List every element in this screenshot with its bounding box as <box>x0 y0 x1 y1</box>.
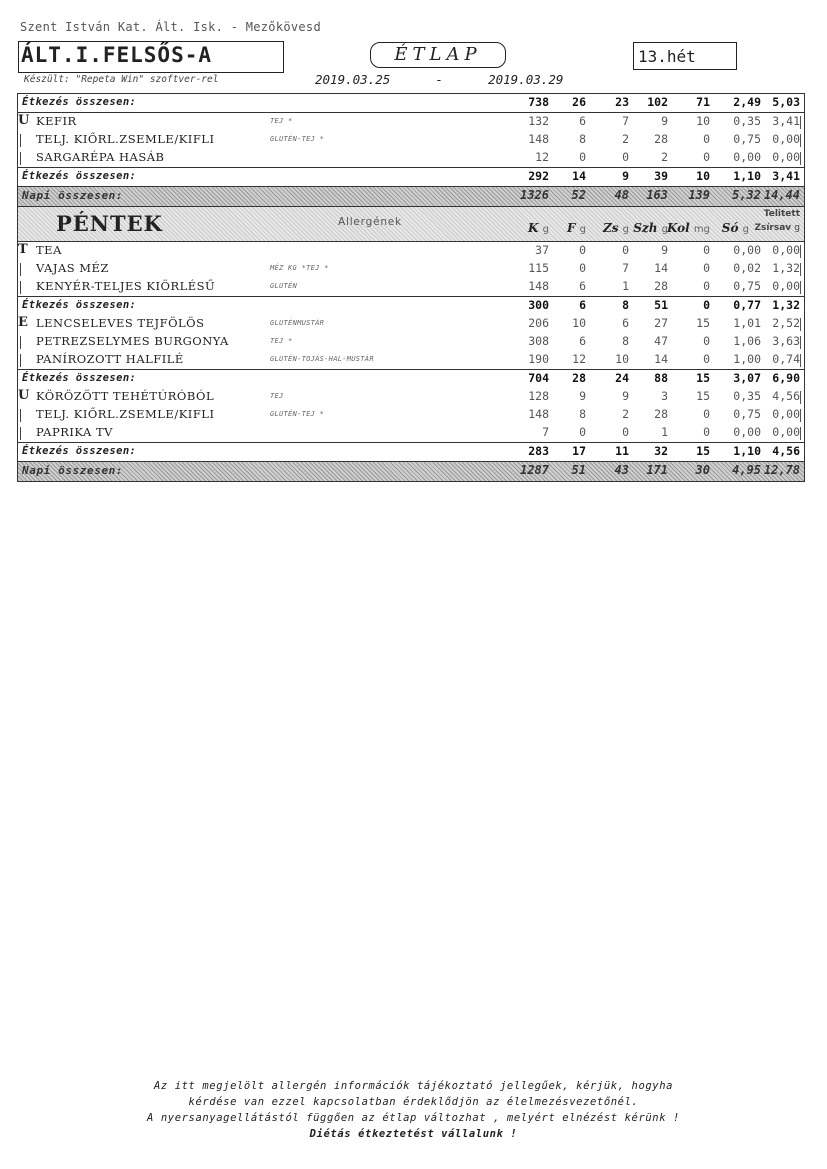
food-row <box>18 406 804 424</box>
food-row <box>18 278 804 296</box>
nutrient-value: 4,56 <box>772 389 800 403</box>
nutrient-value: 5,32 <box>732 188 761 202</box>
nutrient-value: 48 <box>614 188 629 202</box>
food-allergens: GLUTÉN-TEJ * <box>270 410 325 418</box>
nutrient-value: 3,41 <box>772 114 800 128</box>
nutrient-value: 15 <box>696 371 710 385</box>
food-allergens: TEJ <box>270 392 284 400</box>
nutrient-value: 1,32 <box>772 261 800 275</box>
nutrient-value: 0,35 <box>733 389 761 403</box>
row-end-bar <box>800 245 801 258</box>
nutrient-value: 0,00 <box>772 132 800 146</box>
food-row <box>18 131 804 149</box>
telitett-line2 <box>754 223 800 233</box>
nutrient-header-label: Kol <box>667 221 694 235</box>
nutrient-unit: g <box>579 224 586 235</box>
nutrient-value: 0 <box>703 243 710 257</box>
nutrient-value: 3,63 <box>772 334 800 348</box>
nutrient-value: 2 <box>622 407 629 421</box>
meal-total-label: Étkezés összesen: <box>22 170 137 182</box>
nutrient-value: 0 <box>703 261 710 275</box>
nutrient-value: 0 <box>622 243 629 257</box>
meal-total-row <box>18 369 804 388</box>
row-end-bar <box>800 318 801 331</box>
nutrient-value: 7 <box>542 425 549 439</box>
row-tick <box>20 281 21 294</box>
nutrient-value: 0,02 <box>733 261 761 275</box>
row-tick <box>20 409 21 422</box>
nutrient-value: 4,56 <box>772 444 800 458</box>
food-allergens: GLUTÉN-TOJÁS-HAL-MUSTÁR <box>270 355 374 363</box>
nutrient-value: 0 <box>622 425 629 439</box>
nutrient-value: 14 <box>654 352 668 366</box>
food-row <box>18 242 804 260</box>
nutrient-header-zs <box>603 221 629 235</box>
food-name: TELJ. KIŐRL.ZSEMLE/KIFLI <box>36 132 215 146</box>
nutrient-value: 7 <box>622 114 629 128</box>
row-end-bar <box>800 391 801 404</box>
row-end-bar <box>800 116 801 129</box>
nutrient-value: 0,00 <box>772 425 800 439</box>
nutrient-value: 1287 <box>520 463 549 477</box>
nutrient-value: 171 <box>646 463 668 477</box>
food-name: SARGARÉPA HASÁB <box>36 150 165 164</box>
telitett-unit: g <box>794 223 800 233</box>
nutrient-value: 10 <box>572 316 586 330</box>
food-name: TEA <box>36 243 62 257</box>
nutrient-value: 1,01 <box>733 316 761 330</box>
nutrient-unit: g <box>622 224 629 235</box>
date-range <box>315 72 563 87</box>
row-tick <box>20 152 21 165</box>
nutrient-value: 0,00 <box>772 279 800 293</box>
nutrient-value: 292 <box>528 169 549 183</box>
nutrient-value: 43 <box>614 463 629 477</box>
nutrient-value: 132 <box>528 114 549 128</box>
footer-line-3: A nyersanyagellátástól függően az étlap változhat , melyért elnézést kérünk ! <box>147 1112 680 1124</box>
daily-total-row <box>18 186 804 206</box>
food-name: PAPRIKA TV <box>36 425 113 439</box>
nutrient-value: 3 <box>661 389 668 403</box>
nutrient-value: 8 <box>579 407 586 421</box>
nutrient-value: 27 <box>654 316 668 330</box>
nutrient-value: 71 <box>696 95 710 109</box>
nutrient-value: 24 <box>615 371 629 385</box>
nutrient-value: 14,44 <box>763 188 800 202</box>
nutrient-value: 9 <box>661 243 668 257</box>
nutrient-value: 1,00 <box>733 352 761 366</box>
nutrient-value: 28 <box>572 371 586 385</box>
school-name: Szent István Kat. Ált. Isk. - Mezőkövesd <box>20 20 321 34</box>
nutrient-value: 1,10 <box>733 169 761 183</box>
nutrient-value: 0 <box>703 279 710 293</box>
nutrient-unit: g <box>661 224 668 235</box>
nutrient-value: 30 <box>695 463 710 477</box>
meal-total-label: Étkezés összesen: <box>22 299 137 311</box>
day-name: PÉNTEK <box>56 211 163 236</box>
daily-total-label: Napi összesen: <box>22 464 124 477</box>
nutrient-value: 14 <box>572 169 586 183</box>
food-allergens: GLUTÉNMUSTÁR <box>270 319 325 327</box>
nutrient-value: 148 <box>528 132 549 146</box>
nutrient-value: 9 <box>622 389 629 403</box>
meal-total-row <box>18 94 804 113</box>
nutrient-value: 10 <box>615 352 629 366</box>
nutrient-value: 0 <box>703 334 710 348</box>
food-name: PETREZSELYMES BURGONYA <box>36 334 229 348</box>
food-name: VAJAS MÉZ <box>36 261 109 275</box>
nutrient-value: 28 <box>654 132 668 146</box>
food-row <box>18 388 804 406</box>
nutrient-value: 0 <box>703 407 710 421</box>
meal-marker: E <box>18 315 28 330</box>
nutrient-value: 3,07 <box>733 371 761 385</box>
nutrient-value: 0 <box>703 150 710 164</box>
nutrient-header-f <box>567 221 586 235</box>
nutrient-value: 148 <box>528 279 549 293</box>
week-label: 13.hét <box>633 42 737 70</box>
nutrient-value: 47 <box>654 334 668 348</box>
footer-line-2: kérdése van ezzel kapcsolatban érdeklődjön az élelmezésvezetőnél. <box>188 1096 639 1108</box>
row-end-bar <box>800 409 801 422</box>
nutrient-header-label: K <box>528 221 543 235</box>
meal-marker: T <box>18 242 28 257</box>
row-end-bar <box>800 263 801 276</box>
meal-marker: U <box>18 388 30 403</box>
food-row <box>18 113 804 131</box>
meal-total-label: Étkezés összesen: <box>22 445 137 457</box>
nutrient-header-label: Szh <box>633 221 662 235</box>
nutrient-value: 283 <box>528 444 549 458</box>
meal-total-row <box>18 442 804 461</box>
nutrient-header-so <box>722 221 749 235</box>
row-end-bar <box>800 281 801 294</box>
row-tick <box>20 427 21 440</box>
nutrient-value: 1,06 <box>733 334 761 348</box>
row-tick <box>20 336 21 349</box>
nutrient-header-label: Só <box>721 221 743 235</box>
group-title: ÁLT.I.FELSŐS-A <box>21 43 213 67</box>
nutrient-value: 300 <box>528 298 549 312</box>
nutrient-value: 17 <box>572 444 586 458</box>
nutrient-value: 0,00 <box>733 425 761 439</box>
nutrient-value: 115 <box>528 261 549 275</box>
nutrient-value: 9 <box>579 389 586 403</box>
nutrient-value: 0 <box>703 425 710 439</box>
nutrient-value: 4,95 <box>732 463 761 477</box>
food-allergens: GLUTÉN-TEJ * <box>270 135 325 143</box>
food-name: PANÍROZOTT HALFILÉ <box>36 352 184 366</box>
nutrient-value: 1,10 <box>733 444 761 458</box>
nutrient-value: 0,00 <box>733 150 761 164</box>
nutrient-value: 0 <box>579 261 586 275</box>
nutrient-value: 3,41 <box>772 169 800 183</box>
food-name: KÖRÖZÖTT TEHÉTÚRÓBÓL <box>36 389 215 403</box>
food-name: KENYÉR-TELJES KIÖRLÉSŰ <box>36 279 216 293</box>
nutrient-value: 6 <box>579 279 586 293</box>
nutrient-value: 738 <box>528 95 549 109</box>
row-tick <box>20 354 21 367</box>
nutrient-header-k <box>528 221 549 235</box>
nutrient-value: 704 <box>528 371 549 385</box>
row-end-bar <box>800 427 801 440</box>
food-row <box>18 351 804 369</box>
nutrient-value: 9 <box>661 114 668 128</box>
row-tick <box>20 263 21 276</box>
menu-title: ÉTLAP <box>370 42 506 68</box>
nutrient-value: 148 <box>528 407 549 421</box>
telitett-header <box>754 209 800 233</box>
nutrient-value: 28 <box>654 279 668 293</box>
daily-total-label: Napi összesen: <box>22 189 124 202</box>
date-from: 2019.03.25 <box>315 72 391 87</box>
menu-table <box>17 93 805 482</box>
nutrient-value: 0,77 <box>733 298 761 312</box>
nutrient-value: 32 <box>654 444 668 458</box>
nutrient-value: 23 <box>615 95 629 109</box>
row-end-bar <box>800 134 801 147</box>
nutrient-value: 2,49 <box>733 95 761 109</box>
nutrient-value: 1,32 <box>772 298 800 312</box>
row-tick <box>20 134 21 147</box>
nutrient-value: 12 <box>572 352 586 366</box>
food-row <box>18 260 804 278</box>
nutrient-value: 0 <box>703 298 710 312</box>
food-allergens: GLUTÉN <box>270 282 298 290</box>
nutrient-unit: g <box>542 224 549 235</box>
telitett-label: Zsírsav <box>754 223 795 233</box>
nutrient-value: 37 <box>535 243 549 257</box>
nutrient-value: 139 <box>688 188 710 202</box>
nutrient-value: 128 <box>528 389 549 403</box>
nutrient-value: 5,03 <box>772 95 800 109</box>
nutrient-value: 7 <box>622 261 629 275</box>
food-name: LENCSELEVES TEJFÖLÖS <box>36 316 205 330</box>
nutrient-value: 308 <box>528 334 549 348</box>
row-end-bar <box>800 336 801 349</box>
nutrient-value: 8 <box>579 132 586 146</box>
meal-total-row <box>18 296 804 315</box>
nutrient-value: 2 <box>622 132 629 146</box>
food-row <box>18 333 804 351</box>
nutrient-value: 15 <box>696 316 710 330</box>
nutrient-value: 2,52 <box>772 316 800 330</box>
nutrient-value: 0,00 <box>772 243 800 257</box>
nutrient-value: 12 <box>535 150 549 164</box>
nutrient-value: 0,74 <box>772 352 800 366</box>
nutrient-value: 190 <box>528 352 549 366</box>
food-allergens: TEJ * <box>270 117 293 125</box>
nutrient-value: 28 <box>654 407 668 421</box>
allergens-header: Allergének <box>338 216 402 228</box>
nutrient-value: 0,00 <box>733 243 761 257</box>
nutrient-value: 6,90 <box>772 371 800 385</box>
nutrient-value: 15 <box>696 444 710 458</box>
nutrient-value: 8 <box>622 334 629 348</box>
nutrient-value: 0,35 <box>733 114 761 128</box>
food-row <box>18 315 804 333</box>
nutrient-value: 0 <box>579 425 586 439</box>
food-row <box>18 149 804 167</box>
nutrient-value: 6 <box>579 114 586 128</box>
meal-total-label: Étkezés összesen: <box>22 96 137 108</box>
nutrient-value: 10 <box>696 169 710 183</box>
software-credit: Készült: "Repeta Win" szoftver-rel <box>24 74 219 85</box>
nutrient-value: 0,00 <box>772 150 800 164</box>
nutrient-value: 0,75 <box>733 279 761 293</box>
meal-total-label: Étkezés összesen: <box>22 372 137 384</box>
nutrient-value: 88 <box>654 371 668 385</box>
footer-line-1: Az itt megjelölt allergén információk tájékoztató jellegűek, kérjük, hogyha <box>153 1080 674 1092</box>
row-end-bar <box>800 354 801 367</box>
nutrient-unit: mg <box>693 224 710 235</box>
nutrient-value: 6 <box>579 298 586 312</box>
nutrient-value: 52 <box>571 188 586 202</box>
nutrient-value: 6 <box>579 334 586 348</box>
nutrient-value: 14 <box>654 261 668 275</box>
nutrient-value: 51 <box>654 298 668 312</box>
food-allergens: TEJ * <box>270 337 293 345</box>
nutrient-value: 6 <box>622 316 629 330</box>
nutrient-value: 11 <box>615 444 629 458</box>
nutrient-value: 51 <box>571 463 586 477</box>
nutrient-value: 2 <box>661 150 668 164</box>
nutrient-value: 206 <box>528 316 549 330</box>
meal-marker: U <box>18 113 30 128</box>
nutrient-value: 39 <box>654 169 668 183</box>
telitett-line1: Telitett <box>763 209 800 219</box>
nutrient-value: 0 <box>703 352 710 366</box>
nutrient-header-label: Zs <box>602 221 623 235</box>
nutrient-value: 0,75 <box>733 407 761 421</box>
food-name: TELJ. KIŐRL.ZSEMLE/KIFLI <box>36 407 215 421</box>
nutrient-header-kol <box>667 221 710 235</box>
nutrient-value: 8 <box>622 298 629 312</box>
nutrient-value: 0 <box>579 150 586 164</box>
nutrient-value: 0 <box>703 132 710 146</box>
nutrient-unit: g <box>742 224 749 235</box>
nutrient-value: 1326 <box>520 188 549 202</box>
nutrient-value: 0,00 <box>772 407 800 421</box>
nutrient-value: 0,75 <box>733 132 761 146</box>
row-end-bar <box>800 152 801 165</box>
nutrient-value: 26 <box>572 95 586 109</box>
date-separator: - <box>435 72 443 87</box>
footer-line-4: Diétás étkeztetést vállalunk ! <box>309 1128 518 1140</box>
nutrient-value: 10 <box>696 114 710 128</box>
nutrient-header-label: F <box>566 221 580 235</box>
nutrient-value: 9 <box>622 169 629 183</box>
nutrient-value: 1 <box>622 279 629 293</box>
food-row <box>18 424 804 442</box>
daily-total-row <box>18 461 804 481</box>
meal-total-row <box>18 167 804 186</box>
nutrient-value: 0 <box>579 243 586 257</box>
nutrient-value: 102 <box>647 95 668 109</box>
food-allergens: MÉZ KG *TEJ * <box>270 264 329 272</box>
date-to: 2019.03.29 <box>488 72 564 87</box>
food-name: KEFIR <box>36 114 77 128</box>
day-header-friday <box>18 206 804 242</box>
nutrient-value: 1 <box>661 425 668 439</box>
nutrient-value: 0 <box>622 150 629 164</box>
nutrient-header-szh <box>633 221 668 235</box>
nutrient-value: 12,78 <box>763 463 800 477</box>
nutrient-value: 15 <box>696 389 710 403</box>
nutrient-value: 163 <box>646 188 668 202</box>
